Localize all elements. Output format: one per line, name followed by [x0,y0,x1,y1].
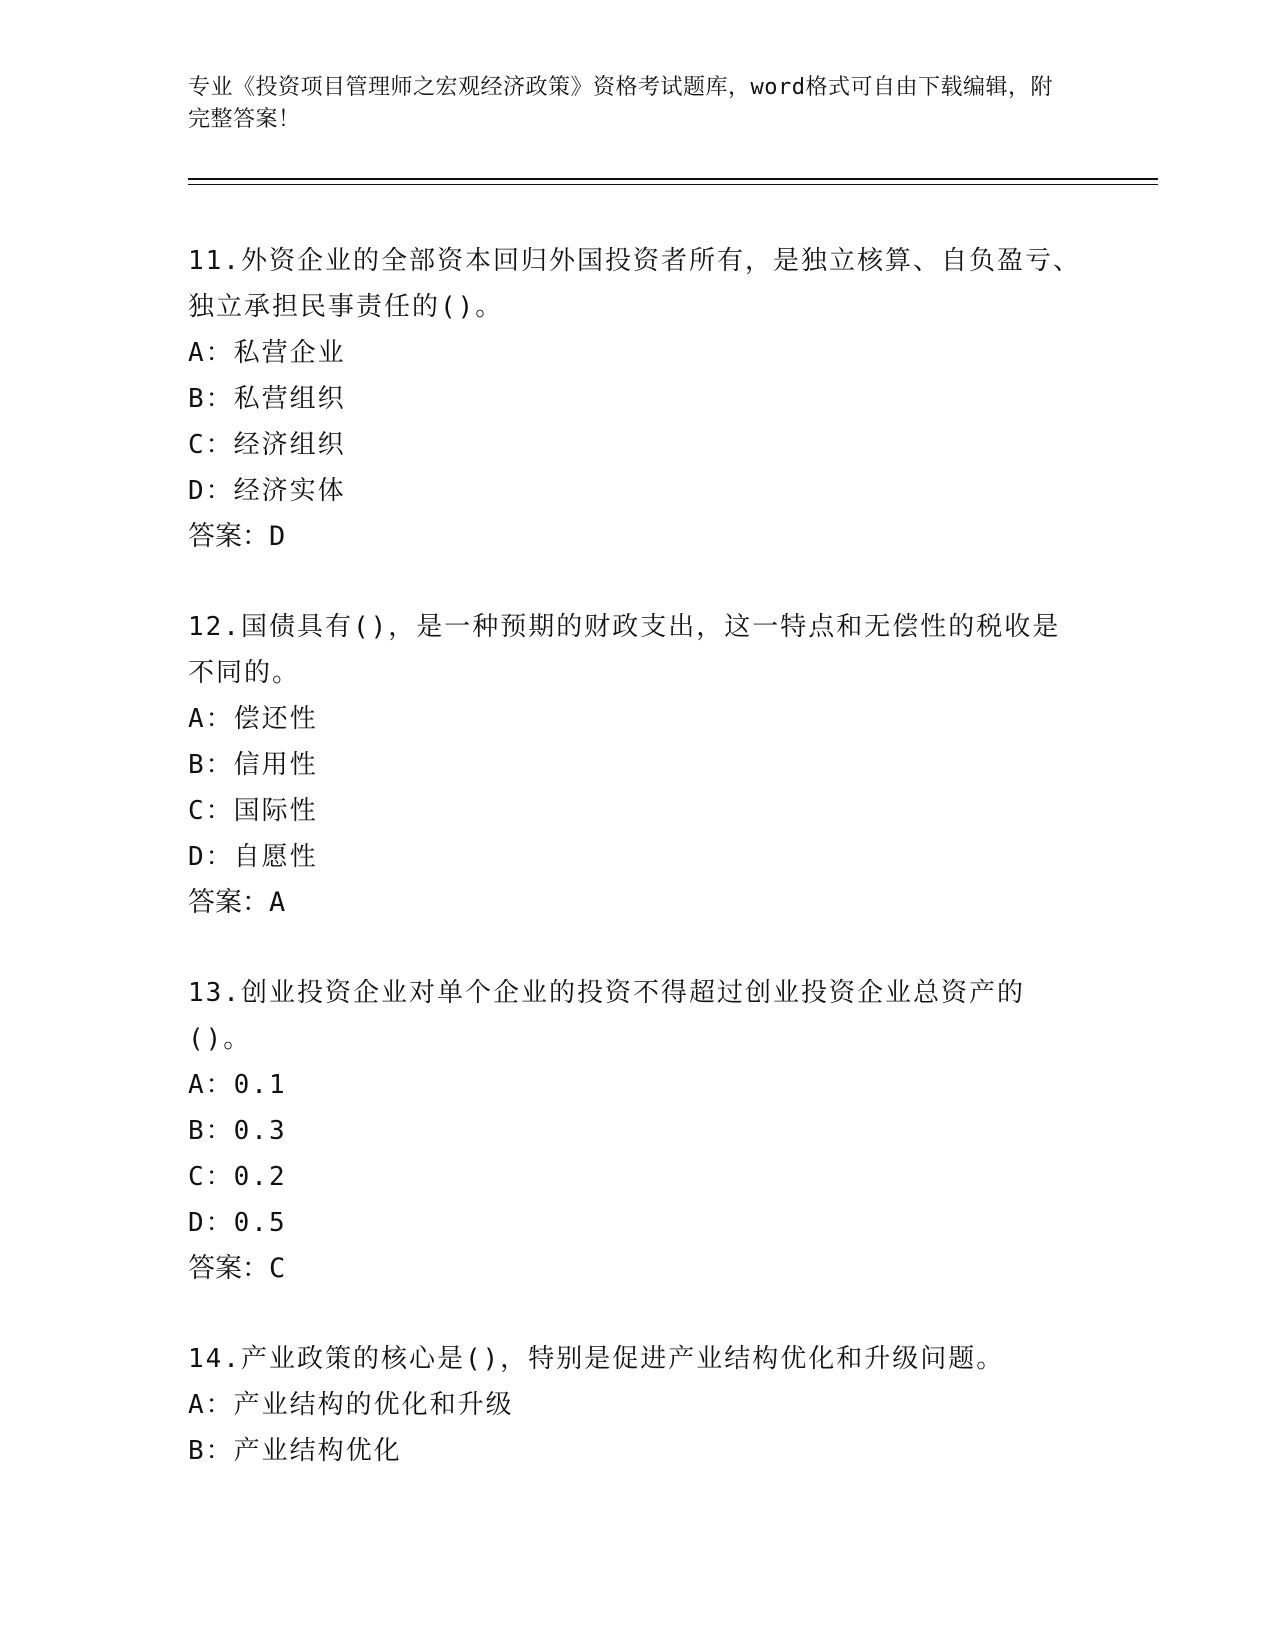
option-d: D：0.5 [188,1208,287,1238]
header-text: 专业《投资项目管理师之宏观经济政策》资格考试题库，word格式可自由下载编辑，附完整答案！ [188,75,1053,132]
answer-line [188,514,1088,560]
answer-label: 答案： [188,887,269,918]
question-stem: 14.产业政策的核心是()，特别是促进产业结构优化和升级问题。 [188,1344,1005,1374]
option-b: B：0.3 [188,1116,287,1146]
answer-line [188,1246,1088,1292]
option-a: A：产业结构的优化和升级 [188,1390,514,1420]
header-rule-top [188,178,1158,180]
option-c: C：国际性 [188,796,318,826]
answer-label: 答案： [188,1253,269,1284]
question-stem: 13.创业投资企业对单个企业的投资不得超过创业投资企业总资产的()。 [188,978,1025,1054]
answer-line [188,880,1088,926]
option-b: B：信用性 [188,750,318,780]
question-12 [188,604,1088,926]
header-rule-bottom [188,184,1158,185]
question-14 [188,1336,1088,1474]
option-c: C：经济组织 [188,430,346,460]
option-a: A：0.1 [188,1070,287,1100]
option-c: C：0.2 [188,1162,287,1192]
option-b: B：产业结构优化 [188,1436,402,1466]
option-b: B：私营组织 [188,384,346,414]
answer-value: D [269,521,286,552]
option-a: A：偿还性 [188,704,318,734]
question-stem: 12.国债具有()，是一种预期的财政支出，这一特点和无偿性的税收是不同的。 [188,612,1061,688]
question-list [188,238,1088,1518]
option-d: D：经济实体 [188,476,346,506]
question-stem: 11.外资企业的全部资本回归外国投资者所有，是独立核算、自负盈亏、独立承担民事责任的()。 [188,246,1081,322]
answer-value: A [269,887,286,918]
question-13 [188,970,1088,1292]
option-a: A：私营企业 [188,338,346,368]
question-11 [188,238,1088,560]
answer-label: 答案： [188,521,269,552]
option-d: D：自愿性 [188,842,318,872]
answer-value: C [269,1253,286,1284]
